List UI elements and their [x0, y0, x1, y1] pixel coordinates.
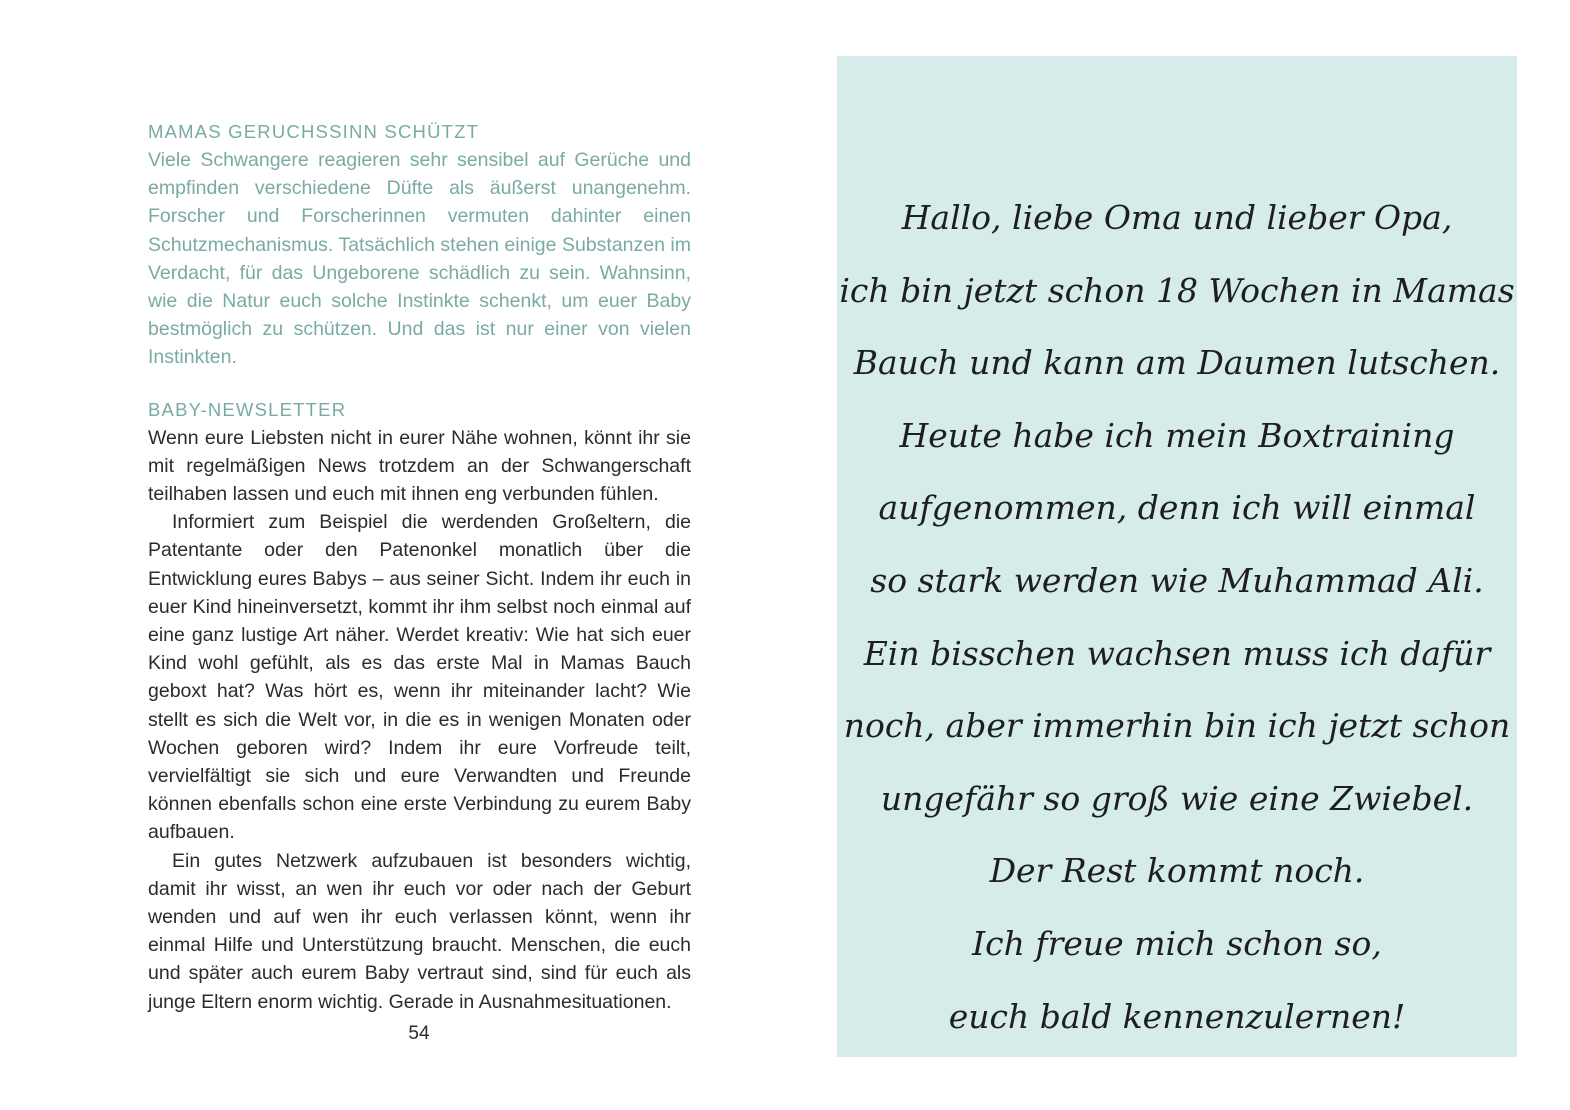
newsletter-paragraph: Ein gutes Netzwerk aufzubauen ist besonders wichtig, damit ihr wisst, an wen ihr euch vor oder nach der Geburt wenden und auf wen ihr euch verlassen könnt, wenn ihr einmal Hilfe und Unterstützung braucht. Menschen, die euch und später auch eurem Baby vertraut sind, sind für euch als junge Eltern enorm wichtig. Gerade in Ausnahmesituationen.	[148, 849, 691, 1013]
section-heading-geruchssinn: MAMAS GERUCHSSINN SCHÜTZT	[148, 121, 480, 142]
page-number: 54	[408, 1023, 430, 1044]
letter-line: so stark werden wie Muhammad Ali.	[870, 560, 1484, 600]
letter-line: euch bald kennenzulernen!	[948, 996, 1406, 1036]
letter-line: ich bin jetzt schon 18 Wochen in Mamas	[839, 270, 1515, 310]
letter-line: aufgenommen, denn ich will einmal	[878, 488, 1476, 528]
section-body-geruchssinn: Viele Schwangere reagieren sehr sensibel auf Gerüche und empfinden verschiedene Düfte als äußerst unangenehm. Forscher und Forscherinnen vermuten dahinter einen Schutzmechanismus. Tatsächlich stehen einige Substanzen im Verdacht, für das Ungeborene schädlich zu sein. Wahnsinn, wie die Natur euch solche Instinkte schenkt, um euer Baby bestmöglich zu schützen. Und das ist nur einer von vielen Instinkten.	[148, 149, 691, 369]
section-geruchssinn	[148, 118, 691, 372]
section-baby-newsletter	[148, 396, 691, 1016]
letter-line: Ich freue mich schon so,	[972, 923, 1382, 963]
letter-line: Ein bisschen wachsen muss ich dafür	[863, 633, 1491, 673]
left-page	[148, 118, 691, 1016]
letter-line: Heute habe ich mein Boxtraining	[899, 415, 1455, 455]
letter-line: noch, aber immerhin bin ich jetzt schon	[843, 706, 1511, 746]
letter-panel	[837, 56, 1517, 1057]
letter-line: Bauch und kann am Daumen lutschen.	[853, 343, 1501, 383]
letter-line: Der Rest kommt noch.	[989, 851, 1365, 891]
section-heading-baby-newsletter: BABY-NEWSLETTER	[148, 398, 347, 420]
newsletter-paragraph: Wenn eure Liebsten nicht in eurer Nähe wohnen, könnt ihr sie mit regelmäßigen News trotzdem an der Schwangerschaft teilhaben lassen und euch mit ihnen eng verbunden fühlen.	[148, 426, 691, 506]
handwritten-letter	[837, 182, 1517, 1053]
letter-line: Hallo, liebe Oma und lieber Opa,	[901, 198, 1453, 237]
newsletter-paragraph: Informiert zum Beispiel die werdenden Großeltern, die Patentante oder den Patenonkel monatlich über die Entwicklung eures Babys – aus seiner Sicht. Indem ihr euch in euer Kind hineinversetzt, kommt ihr ihm selbst noch einmal auf eine ganz lustige Art näher. Werdet kreativ: Wie hat sich euer Kind wohl gefühlt, als es das erste Mal in Mamas Bauch geboxt hat? Was hört es, wenn ihr miteinander lacht? Wie stellt es sich die Welt vor, in die es in wenigen Monaten oder Wochen geboren wird? Indem ihr eure Vorfreude teilt, vervielfältigt sie sich und eure Verwandten und Freunde können ebenfalls schon eine erste Verbindung zu eurem Baby aufbauen.	[148, 511, 691, 844]
letter-line: ungefähr so groß wie eine Zwiebel.	[880, 778, 1474, 818]
